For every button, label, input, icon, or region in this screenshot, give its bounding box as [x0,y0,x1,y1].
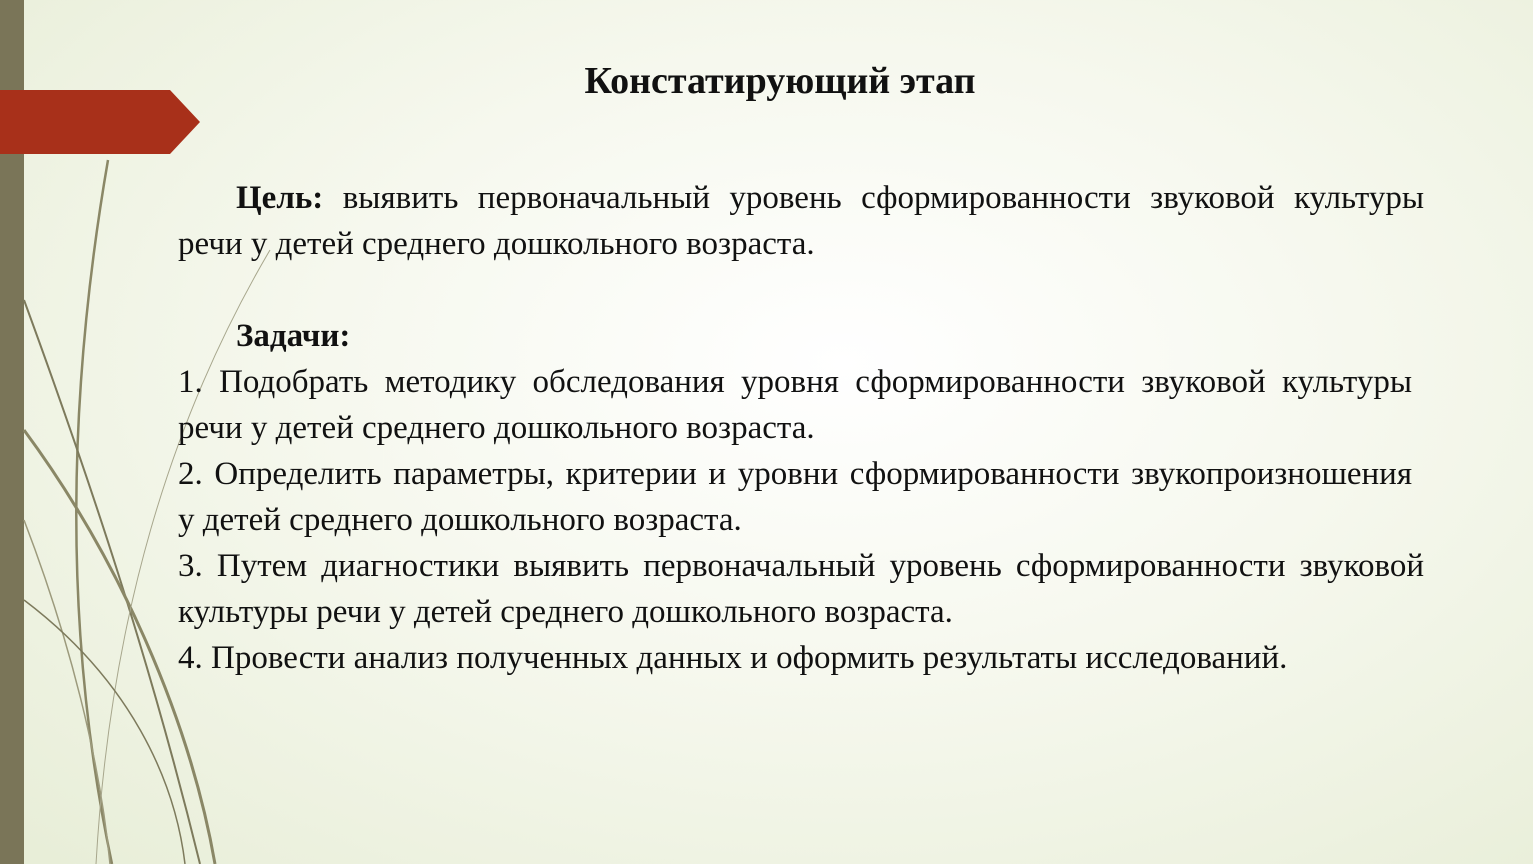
slide-title: Констатирующий этап [584,60,976,102]
slide-content [178,175,1424,681]
goal-text: выявить первоначальный уровень сформированности звуковой культуры речи у детей среднего дошкольного возраста. [178,180,1424,262]
goal-label: Цель: [236,180,324,216]
task-item-4: 4. Провести анализ полученных данных и оформить результаты исследований. [178,640,1288,676]
spacer [178,267,1424,313]
goal-paragraph [178,175,1424,267]
task-item-1: 1. Подобрать методику обследования уровня сформированности звуковой культуры речи у детей среднего дошкольного возраста. [178,364,1412,446]
tasks-label: Задачи: [236,318,351,354]
task-item-3: 3. Путем диагностики выявить первоначальный уровень сформированности звуковой культуры речи у детей среднего дошкольного возраста. [178,548,1424,630]
task-item-2: 2. Определить параметры, критерии и уровни сформированности звукопроизношения у детей среднего дошкольного возраста. [178,456,1412,538]
